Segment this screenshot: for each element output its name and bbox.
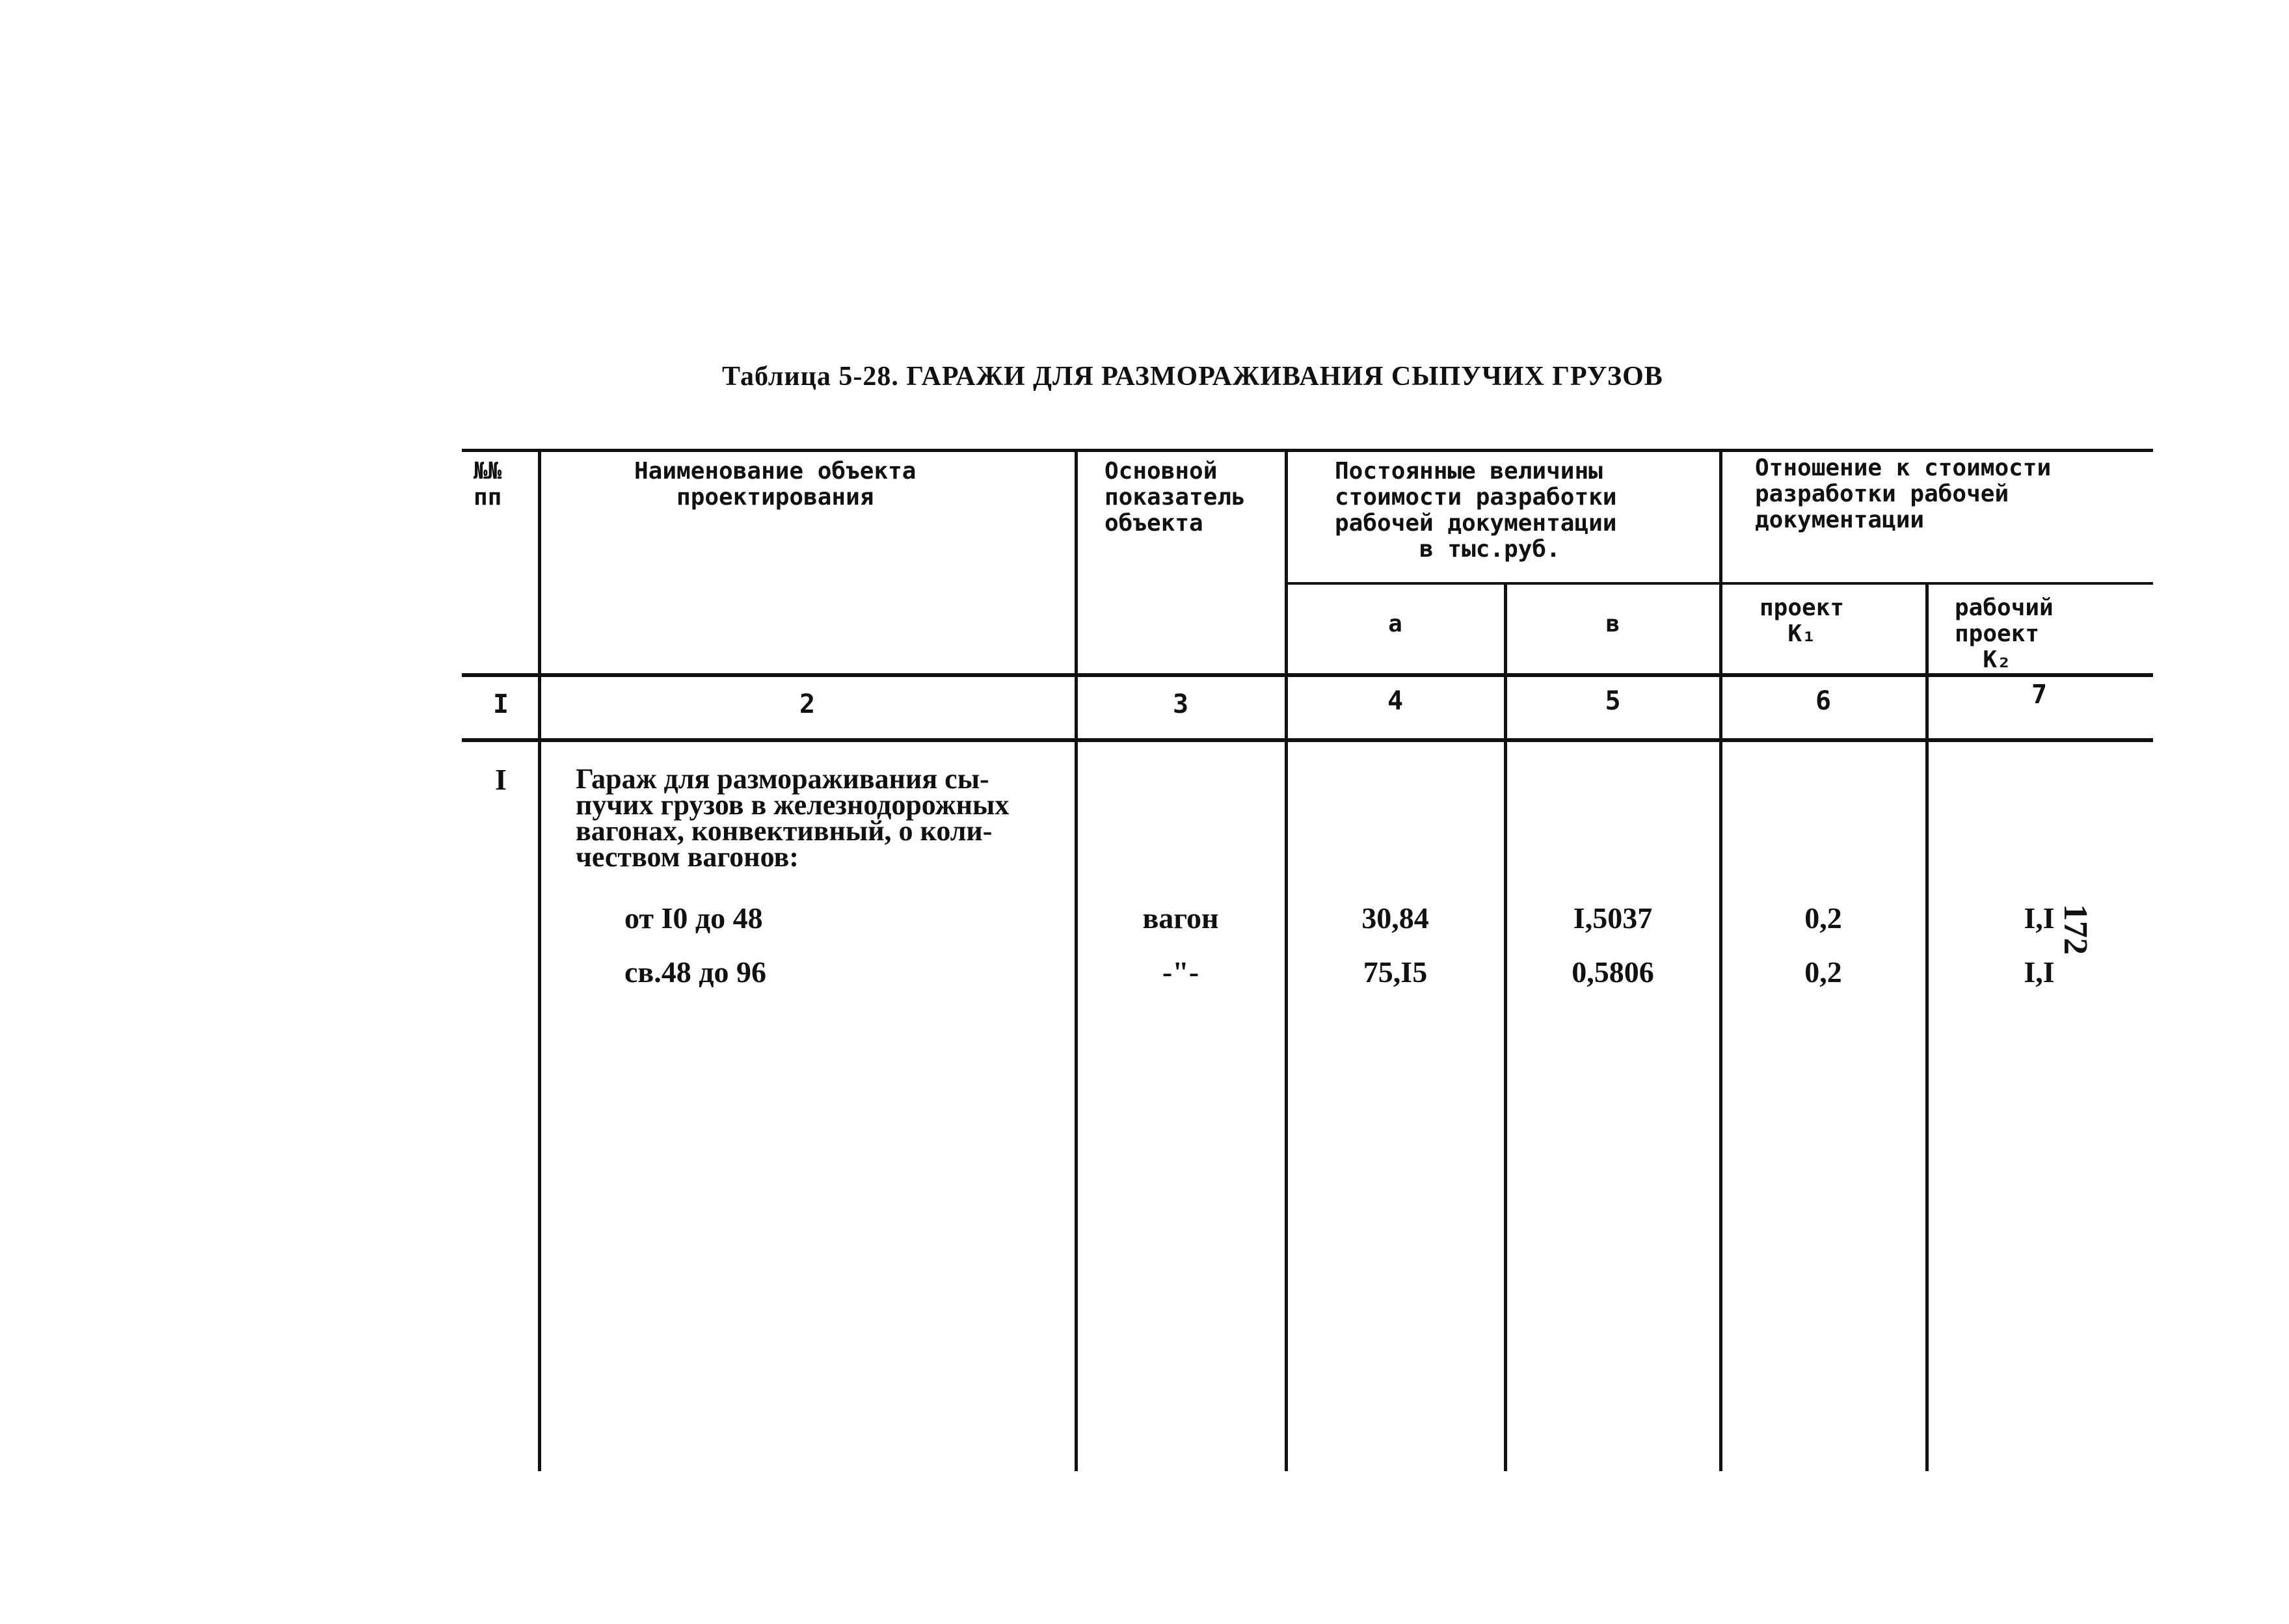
item-value-b: 0,5806 (1572, 955, 1654, 989)
column-number-6: 6 (1815, 686, 1832, 716)
header-object-name: Наименование объекта проектирования (634, 458, 917, 511)
header-ratio: Отношение к стоимости разработки рабочей документации (1755, 455, 2052, 533)
item-value-k1: 0,2 (1804, 901, 1842, 935)
table-caption: Таблица 5-28. ГАРАЖИ ДЛЯ РАЗМОРАЖИВАНИЯ СЫПУЧИХ ГРУЗОВ (722, 362, 1663, 392)
row-description: Гараж для размораживания сы- пучих грузов в железнодорожных вагонах, конвективный, о коли- чеством вагонов: (576, 763, 1010, 873)
item-value-a: 75,I5 (1363, 955, 1428, 989)
item-name: от I0 до 48 (624, 901, 763, 935)
item-unit: вагон (1142, 901, 1219, 935)
header-number: №№ пп (474, 458, 502, 511)
row-index: I (495, 763, 507, 796)
rule-header-bottom (462, 673, 2153, 677)
item-unit: -"- (1162, 955, 1199, 989)
column-number-4: 4 (1387, 686, 1404, 716)
page-number: 172 (2057, 904, 2094, 955)
column-number-2: 2 (799, 689, 816, 719)
item-value-k1: 0,2 (1804, 955, 1842, 989)
column-number-5: 5 (1605, 686, 1621, 716)
rule-v1 (538, 450, 541, 1471)
column-number-7: 7 (2031, 680, 2048, 710)
rule-numbers-bottom (462, 738, 2153, 742)
rule-v4 (1504, 583, 1507, 1471)
item-value-k2: I,I (2024, 955, 2055, 989)
column-number-1: I (492, 689, 509, 719)
item-value-k2: I,I (2024, 901, 2055, 935)
column-number-3: 3 (1172, 689, 1189, 719)
rule-v6 (1925, 583, 1929, 1471)
header-constant-values: Постоянные величины стоимости разработки рабочей документации в тыс.руб. (1335, 458, 1617, 563)
item-value-a: 30,84 (1361, 901, 1429, 935)
item-value-b: I,5037 (1573, 901, 1653, 935)
header-main-indicator: Основной показатель объекта (1104, 458, 1246, 537)
header-project-k1: проект К₁ (1760, 594, 1845, 647)
rule-top (462, 449, 2153, 452)
header-working-project-k2: рабочий проект К₂ (1955, 594, 2054, 673)
header-b: в (1605, 611, 1620, 637)
item-name: св.48 до 96 (624, 955, 767, 989)
header-a: а (1388, 611, 1402, 637)
